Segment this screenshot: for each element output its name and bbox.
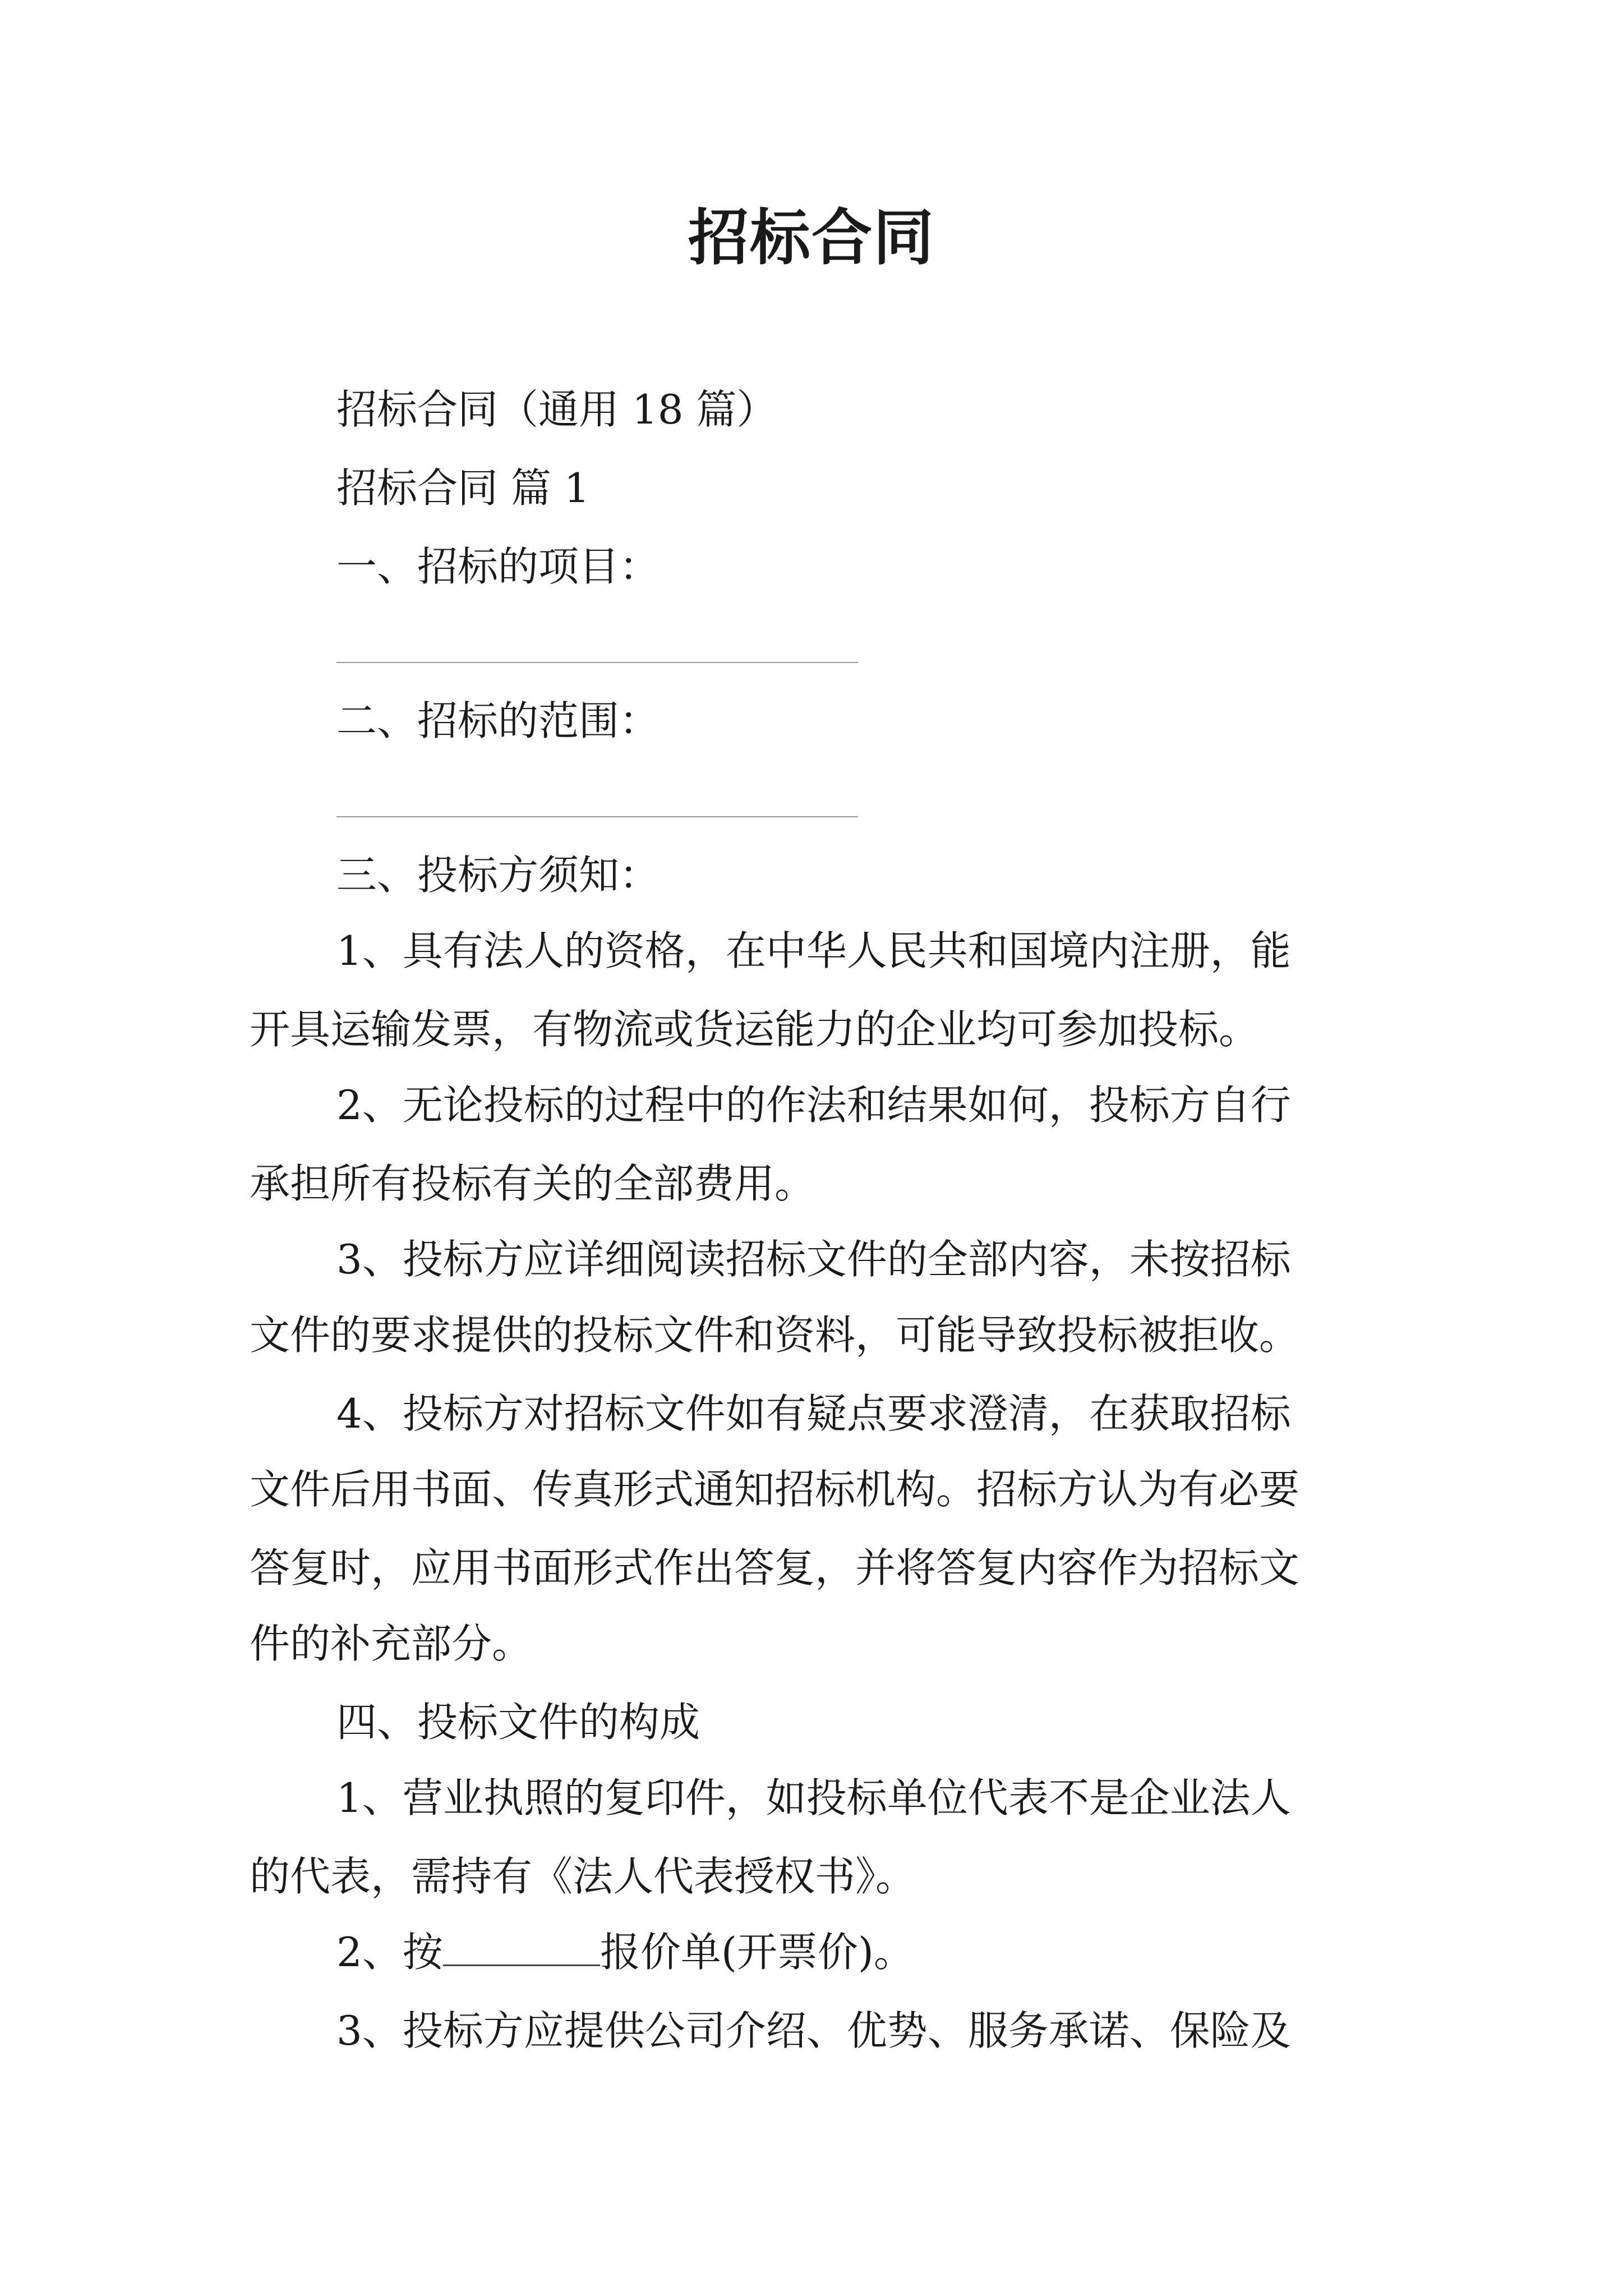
composition-2-blank [443, 1931, 600, 1966]
composition-1-line-2: 的代表，需持有《法人代表授权书》。 [250, 1853, 916, 1900]
item-scope: 二、招标的范围： [336, 697, 660, 744]
paragraph-4-line-2: 文件后用书面、传真形式通知招标机构。招标方认为有必要 [250, 1466, 1300, 1513]
paragraph-4-line-3: 答复时，应用书面形式作出答复，并将答复内容作为招标文 [250, 1544, 1300, 1591]
paragraph-2-line-2: 承担所有投标有关的全部费用。 [250, 1160, 815, 1207]
paragraph-3-line-2: 文件的要求提供的投标文件和资料，可能导致投标被拒收。 [250, 1312, 1300, 1359]
composition-3-line-1: 3、投标方应提供公司介绍、优势、服务承诺、保险及 [336, 2007, 1291, 2054]
paragraph-4-line-4: 件的补充部分。 [250, 1620, 533, 1667]
document-subtitle: 招标合同（通用 18 篇） [336, 386, 777, 433]
item-bidder-notice: 三、投标方须知： [336, 852, 660, 899]
paragraph-1-line-1: 1、具有法人的资格，在中华人民共和国境内注册，能 [336, 927, 1291, 974]
section-heading: 招标合同 篇 1 [336, 464, 590, 512]
composition-2-prefix: 2、按 [336, 1929, 443, 1976]
blank-line-scope [336, 816, 858, 817]
composition-1-line-1: 1、营业执照的复印件，如投标单位代表不是企业法人 [336, 1774, 1291, 1821]
composition-2-line [336, 1927, 914, 1977]
paragraph-4-line-1: 4、投标方对招标文件如有疑点要求澄清，在获取招标 [336, 1390, 1291, 1437]
document-title: 招标合同 [688, 203, 935, 273]
paragraph-1-line-2: 开具运输发票，有物流或货运能力的企业均可参加投标。 [250, 1006, 1260, 1053]
composition-2-suffix: 报价单(开票价)。 [600, 1929, 914, 1976]
paragraph-3-line-1: 3、投标方应详细阅读招标文件的全部内容，未按招标 [336, 1236, 1291, 1283]
item-project: 一、招标的项目： [336, 543, 660, 590]
item-bid-document-composition: 四、投标文件的构成 [336, 1699, 700, 1746]
blank-line-project [336, 662, 858, 663]
paragraph-2-line-1: 2、无论投标的过程中的作法和结果如何，投标方自行 [336, 1082, 1291, 1129]
